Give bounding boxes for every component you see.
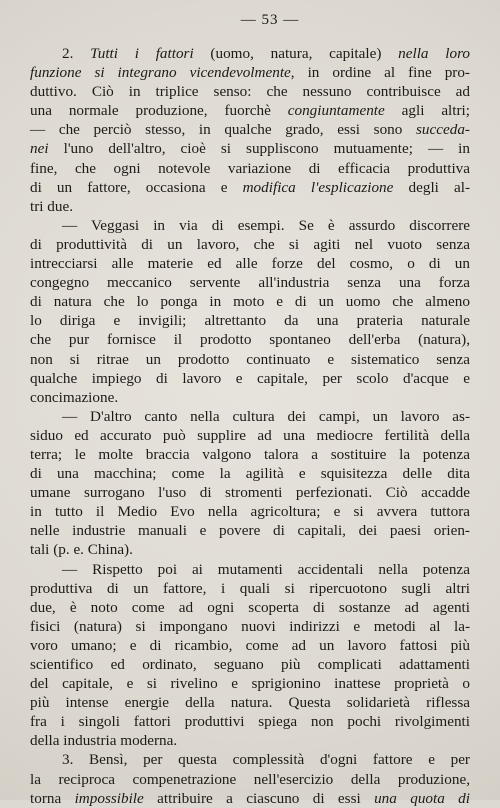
italic-text: Tutti i fattori — [90, 45, 194, 62]
text-segment: duttivo. Ciò in triplice senso: che nessuno contribuisce ad — [30, 83, 470, 101]
text-line — [30, 235, 470, 254]
text-line — [30, 560, 470, 579]
page-number: — 53 — — [240, 12, 300, 28]
text-segment: degli al- — [393, 178, 471, 196]
text-line — [30, 693, 470, 712]
paragraph-p1 — [30, 44, 470, 216]
text-line — [30, 407, 470, 426]
text-line — [30, 674, 470, 693]
text-segment: due, è noto come ad ogni scoperta di sostanze ad agenti — [30, 598, 470, 616]
italic-text: succeda- — [416, 121, 470, 139]
italic-text: modifica l'esplicazione — [242, 178, 394, 196]
text-line — [30, 750, 470, 769]
text-segment: siduo ed accurato può supplire ad una mediocre fertilità della — [30, 426, 470, 444]
text-segment: (uomo, natura, capitale) — [193, 45, 399, 62]
text-line — [30, 44, 470, 63]
text-line — [30, 63, 470, 82]
text-line — [30, 731, 470, 750]
text-line — [30, 82, 470, 101]
text-segment: torna — [30, 789, 75, 807]
text-segment: fra i singoli fattori produttivi spiega non pochi rivolgimenti — [30, 713, 470, 731]
text-line — [30, 426, 470, 445]
text-line — [30, 292, 470, 311]
text-line — [30, 369, 470, 388]
text-segment: intrecciarsi alle materie ed alle forze del cosmo, o di un — [30, 255, 470, 273]
text-line — [30, 445, 470, 464]
text-line — [30, 712, 470, 731]
text-line — [30, 311, 470, 330]
text-segment: voro umano; e di ricambio, come ad un lavoro fattosi più — [30, 636, 470, 654]
italic-text: nei — [30, 140, 49, 158]
text-segment: attribuire a ciascuno di essi — [143, 789, 375, 807]
italic-text: congiuntamente — [287, 102, 385, 120]
text-line — [30, 120, 470, 139]
paragraph-p5 — [30, 750, 470, 807]
page-body — [30, 44, 470, 808]
text-line — [30, 254, 470, 273]
text-line — [30, 101, 470, 120]
text-segment: tali (p. e. China). — [30, 541, 133, 559]
text-segment: non si ritrae un prodotto continuato e sistematico senza — [30, 350, 470, 368]
text-segment: qualche impiego di lavoro e capitale, per scolo d'acque e — [30, 369, 470, 387]
text-segment: produttiva di un fattore, i quali si ripercuotono sugli altri — [30, 579, 470, 597]
text-segment: l'uno dell'altro, cioè si suppliscono mutuamente; — in — [48, 140, 470, 158]
text-line — [30, 273, 470, 292]
text-line — [30, 483, 470, 502]
text-segment: agli altri; — [384, 102, 470, 120]
paragraph-p4 — [30, 560, 470, 751]
text-line — [30, 540, 470, 559]
text-line — [30, 789, 470, 808]
text-segment: di produttività di un lavoro, che si agiti nel vuoto senza — [30, 235, 470, 253]
text-line — [30, 350, 470, 369]
text-segment: più intense energie della natura. Questa solidarietà riflessa — [30, 694, 470, 712]
text-segment: fine, che ogni notevole variazione di efficacia produttiva — [30, 159, 470, 177]
text-segment: tri due. — [30, 197, 74, 215]
text-line — [30, 139, 470, 158]
text-line — [30, 521, 470, 540]
text-segment: di un fattore, occasiona e — [30, 178, 243, 196]
text-line — [30, 655, 470, 674]
text-segment: del capitale, e si rivelino e sprigionino inattese proprietà o — [30, 675, 470, 693]
italic-text: nella loro — [398, 45, 471, 62]
text-segment: la reciproca compenetrazione nell'esercizio della produzione, — [30, 770, 470, 788]
text-segment: , in ordine al fine pro- — [290, 64, 470, 82]
paragraph-p3 — [30, 407, 470, 560]
text-segment: della industria moderna. — [30, 732, 178, 750]
text-line — [30, 502, 470, 521]
italic-text: impossibile — [74, 789, 144, 807]
text-segment: che pur fornisce il prodotto spontaneo dell'erba (natura), — [30, 331, 470, 349]
text-segment: di natura che lo ponga in moto e di un uomo che almeno — [30, 293, 470, 311]
text-line — [30, 617, 470, 636]
text-line — [30, 197, 470, 216]
text-segment: nelle industrie manuali e povere di capitali, dei paesi orien- — [30, 522, 470, 540]
text-line — [30, 216, 470, 235]
text-segment: in tutto il Medio Evo nella agricoltura; e si avvera tuttora — [30, 503, 470, 521]
text-segment: 3. Bensì, per questa complessità d'ogni fattore e per — [62, 751, 470, 769]
text-line — [30, 770, 470, 789]
text-segment: umane surrogano l'uso di stromenti perfezionati. Ciò accadde — [30, 484, 470, 502]
text-segment: scientifico ed ordinato, seguano più complicati adattamenti — [30, 656, 470, 673]
text-segment: 2. — [62, 45, 91, 62]
text-line — [30, 159, 470, 178]
text-line — [30, 388, 470, 407]
text-segment: — che perciò stesso, in qualche grado, essi sono — [30, 121, 417, 139]
italic-text: funzione si integrano vicendevolmente — [30, 64, 291, 82]
text-segment: una normale produzione, fuorchè — [30, 102, 288, 120]
text-segment: lo diriga e invigili; altrettanto da una prateria naturale — [30, 312, 470, 330]
text-segment: — D'altro canto nella cultura dei campi, un lavoro as- — [62, 407, 470, 425]
text-line — [30, 579, 470, 598]
text-segment: terra; le molte braccia valgono talora a sostituire la potenza — [30, 445, 470, 463]
text-segment: — Veggasi in via di esempi. Se è assurdo discorrere — [62, 216, 470, 234]
text-segment: fisici (natura) si impongano nuovi indirizzi e metodi al la- — [30, 617, 470, 635]
text-segment: concimazione. — [30, 388, 119, 406]
italic-text: una quota di — [374, 789, 470, 807]
text-line — [30, 178, 470, 197]
text-line — [30, 330, 470, 349]
text-segment: di una macchina; come la agilità e squisitezza delle dita — [30, 465, 470, 483]
text-segment: — Rispetto poi ai mutamenti accidentali nella potenza — [62, 560, 470, 578]
text-line — [30, 636, 470, 655]
paragraph-p2 — [30, 216, 470, 407]
text-line — [30, 598, 470, 617]
text-segment: congegno meccanico servente all'industria senza una forza — [30, 274, 470, 292]
text-line — [30, 464, 470, 483]
